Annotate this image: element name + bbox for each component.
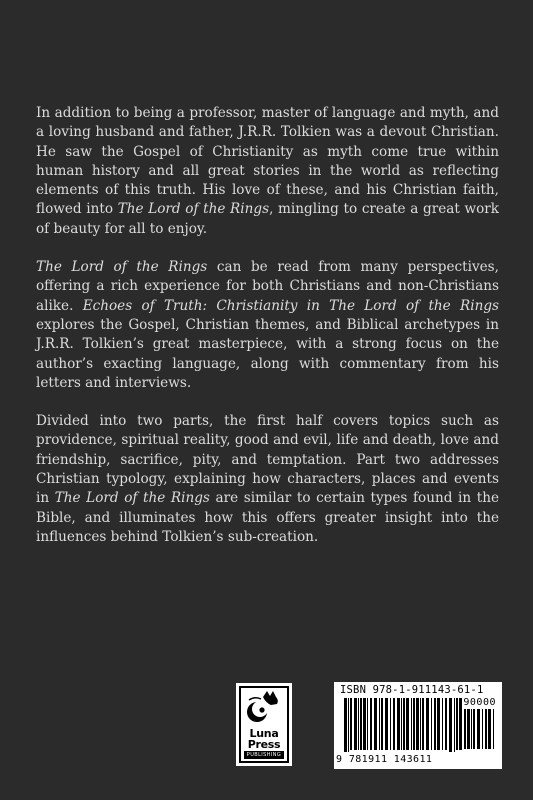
barcode-bar [445,698,447,750]
back-cover-blurb [36,104,499,566]
barcode-bar [431,698,432,750]
barcode-bar [344,698,347,752]
barcode-bar [485,709,487,749]
barcode-bar [482,709,483,749]
ean-digits: 9 781911 143611 [336,754,433,765]
barcode-bar [413,698,415,750]
isbn-label: ISBN 978-1-911143-61-1 [340,684,484,696]
book-title-italic: The Lord of the Rings [117,201,270,218]
barcode-bar [390,698,391,750]
blurb-text: are similar to certain types found in the Bible, and illuminates how this offers greater insight into the influences behind Tolkien’s sub-creation. [36,490,500,545]
barcode-bar [374,698,377,750]
addon-digits: 90000 [463,697,496,708]
blurb-text: Divided into two parts, the first half covers topics such as providence, spiritual reality, good and evil, life and death, love and friendship, sacrifice, pity, and temptation. Part two addresses Christian typology, explaining how characters, places and events in [36,413,499,507]
barcode-bar [459,698,462,750]
barcode-bar [370,698,372,750]
logo-press-text: Press [247,738,281,751]
blurb-paragraph-3 [36,412,499,547]
barcode-bar [367,698,368,750]
barcode-bar [393,698,395,750]
barcode-bar [403,698,405,750]
book-title-italic: Echoes of Truth: Christianity in The Lord of the Rings [82,297,499,314]
barcode-bar [488,709,491,749]
blurb-paragraph-2 [36,258,499,393]
book-title-italic: The Lord of the Rings [54,490,210,507]
barcode-bar [401,698,402,750]
barcode-bar [493,709,494,749]
barcode-bar [397,698,400,750]
barcode-bar [350,698,352,750]
blurb-text: can be read from many perspectives, offering a rich experience for both Christians and non-Christians alike. [36,259,499,314]
barcode-bar [379,698,380,750]
barcode-bar [354,698,357,750]
barcode-bar [456,698,458,750]
barcode-bar [360,698,362,750]
barcode-bar [464,709,466,749]
barcode-bar [473,709,475,749]
barcode-bar [363,698,366,750]
barcode-bar [426,698,429,750]
barcode-bar [358,698,359,750]
barcode-bar [442,698,443,750]
logo-publishing-text: PUBLISHING [244,751,284,759]
ean-bars [344,698,462,752]
blurb-text: In addition to being a professor, master of language and myth, and a loving husband and father, J.R.R. Tolkien was a devout Christian. He saw the Gospel of Christianity as myth come true within human history and all great stories in the world as reflecting elements of this truth. His love of these, and his Christian faith, flowed into [36,105,499,218]
barcode-bar [385,698,388,750]
barcode-bar [348,698,349,752]
addon-bars [464,709,498,753]
barcode-bar [467,709,470,749]
barcode-bar [434,698,436,750]
barcode-bar [437,698,440,750]
barcode-bar [422,698,424,750]
isbn-barcode [334,682,502,769]
blurb-paragraph-1 [36,104,499,239]
blurb-text: , mingling to create a great work of beauty for all to enjoy. [36,201,500,237]
logo-luna-text: Luna [249,727,279,740]
barcode-bar [381,698,383,750]
moon-cat-emblem-icon [241,688,287,728]
luna-press-logo [236,683,292,766]
barcode-bar [449,698,452,752]
barcode-bar [477,709,480,749]
barcode-bar [416,698,419,750]
book-title-italic: The Lord of the Rings [36,259,208,276]
barcode-bar [420,698,421,750]
barcode-bar [471,709,472,749]
barcode-bar [411,698,412,750]
barcode-bar [454,698,455,752]
blurb-text: explores the Gospel, Christian themes, and Biblical archetypes in J.R.R. Tolkien’s great masterpiece, with a strong focus on the author’s exacting language, along with commentary from his letters and interviews. [36,316,499,391]
barcode-bar [406,698,409,750]
